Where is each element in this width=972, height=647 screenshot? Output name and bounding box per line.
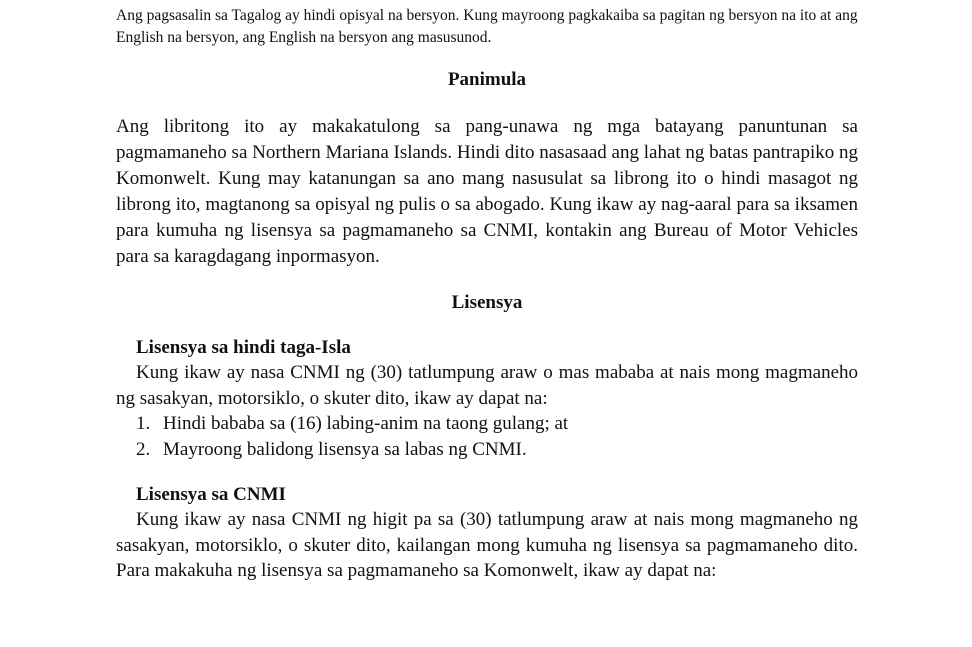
list-item-text: Mayroong balidong lisensya sa labas ng CNMI. — [163, 439, 527, 460]
translation-note: Ang pagsasalin sa Tagalog ay hindi opisyal na bersyon. Kung mayroong pagkakaiba sa pagitan ng bersyon na ito at ang English na bersyon, ang English na bersyon ang masusunod. — [116, 7, 858, 46]
intro-paragraph: Ang libritong ito ay makakatulong sa pang-unawa ng mga batayang panuntunan sa pagmamaneho sa Northern Mariana Islands. Hindi dito nasasaad ang lahat ng batas pantrapiko ng Komonwelt. Kung may katanungan sa ano mang nasusulat sa librong ito o hindi masagot ng librong ito, magtanong sa opisyal ng pulis o sa abogado. Kung ikaw ay nag-aaral para sa iksamen para kumuha ng lisensya sa pagmamaneho sa CNMI, kontakin ang Bureau of Motor Vehicles para sa karagdagang inpormasyon. — [116, 116, 858, 267]
cnmi-license-title: Lisensya sa CNMI — [136, 484, 286, 505]
nonresident-requirements-list — [116, 411, 858, 463]
license-heading: Lisensya — [451, 292, 523, 313]
list-item-number: 2. — [136, 439, 151, 460]
document-page — [116, 0, 858, 584]
nonresident-license-paragraph: Kung ikaw ay nasa CNMI ng (30) tatlumpung araw o mas mababa at nais mong magmaneho ng sasakyan, motorsiklo, o skuter dito, ikaw ay dapat na: — [116, 362, 858, 409]
list-item — [136, 411, 858, 437]
list-item-number: 1. — [136, 413, 151, 434]
nonresident-license-title: Lisensya sa hindi taga-Isla — [136, 337, 351, 358]
cnmi-license-paragraph: Kung ikaw ay nasa CNMI ng higit pa sa (30) tatlumpung araw at nais mong magmaneho ng sasakyan, motorsiklo, o skuter dito, kailangan mong kumuha ng lisensya sa pagmamaneho dito. Para makakuha ng lisensya sa pagmamaneho sa Komonwelt, ikaw ay dapat na: — [116, 509, 858, 581]
list-item — [136, 437, 858, 463]
intro-heading: Panimula — [447, 69, 527, 90]
list-item-text: Hindi bababa sa (16) labing-anim na taong gulang; at — [163, 413, 569, 434]
